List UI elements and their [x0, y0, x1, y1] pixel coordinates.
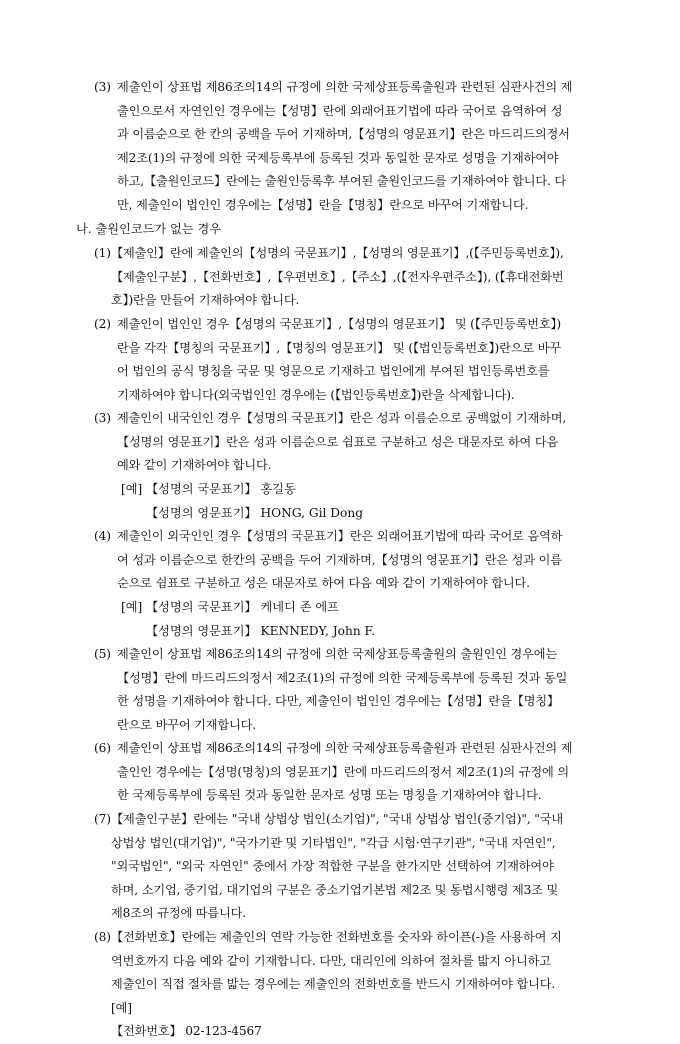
paragraph-line: 제출인이 외국인인 경우【성명의 국문표기】란은 외래어표기법에 따라 국어로 음역하: [117, 529, 563, 543]
item-number: (3): [94, 80, 111, 94]
paragraph-line: 하고,【출원인코드】란에는 출원인등록후 부여된 출원인코드를 기재하여야 합니다. 다: [117, 174, 567, 189]
paragraph-line: "외국법인", "외국 자연인" 중에서 가장 적합한 구분을 한가지만 선택하여 기재하여야: [111, 859, 554, 874]
item-number: (7): [94, 812, 111, 826]
paragraph-line: 하며, 소기업, 중기업, 대기업의 구분은 중소기업기본법 제2조 및 동법시행령 제3조 및: [111, 882, 559, 897]
paragraph-line: 란으로 바꾸어 기재합니다.: [117, 717, 257, 732]
paragraph-line: 제출인이 상표법 제86조의14의 규정에 의한 국제상표등록출원과 관련된 심판사건의 제: [117, 80, 573, 94]
paragraph-line: 제출인이 상표법 제86조의14의 규정에 의한 국제상표등록출원과 관련된 심판사건의 제: [117, 741, 573, 755]
paragraph-line: 【제출인구분】란에는 "국내 상법상 법인(소기업)", "국내 상법상 법인(중기업)", "국내: [111, 812, 563, 826]
section-heading: 나. 출원인코드가 없는 경우: [76, 222, 222, 236]
example-label: [예]: [121, 482, 143, 496]
paragraph-line: 어 법인의 공식 명칭을 국문 및 영문으로 기재하고 법인에게 부여된 법인등록번호를: [117, 364, 550, 379]
paragraph-line: 출인으로서 자연인인 경우에는【성명】란에 외래어표기법에 따라 국어로 음역하여 성: [117, 103, 563, 118]
paragraph-line: 제출인이 법인인 경우【성명의 국문표기】,【성명의 영문표기】 및 (【주민등록번호】): [117, 317, 561, 331]
example-line: 【전화번호】 02-123-4567: [111, 1024, 262, 1039]
paragraph-line: 제2조(1)의 규정에 의한 국제등록부에 등록된 것과 동일한 문자로 성명을 기재하여야: [117, 150, 559, 165]
paragraph-line: 예와 같이 기재하여야 합니다.: [117, 458, 272, 473]
item-number: (1): [94, 246, 111, 260]
item-number: (2): [94, 317, 111, 331]
paragraph-line: 여 성과 이름순으로 한칸의 공백을 두어 기재하며,【성명의 영문표기】란은 성과 이름: [117, 552, 562, 567]
paragraph-line: 제출인이 내국인인 경우【성명의 국문표기】란은 성과 이름순으로 공백없이 기재하며,: [117, 411, 567, 425]
example-line: 【성명의 국문표기】 케네디 존 에프: [146, 600, 339, 614]
paragraph-line: 제8조의 규정에 따릅니다.: [111, 906, 247, 921]
paragraph-line: 상법상 법인(대기업)", "국가기관 및 기타법인", "각급 시험·연구기관", "국내 자연인",: [111, 835, 556, 850]
paragraph-line: 과 이름순으로 한 칸의 공백을 두어 기재하며,【성명의 영문표기】란은 마드리드의정서: [117, 127, 570, 142]
paragraph-line: 제출인이 상표법 제86조의14의 규정에 의한 국제상표등록출원의 출원인인 경우에는: [117, 647, 558, 661]
item-number: (8): [94, 930, 111, 944]
example-label: [예]: [111, 1000, 132, 1015]
paragraph-line: 출인인 경우에는【성명(명칭)의 영문표기】란에 마드리드의정서 제2조(1)의 규정에 의: [117, 764, 569, 779]
item-number: (5): [94, 647, 111, 661]
example-line: 【성명의 국문표기】 홍길동: [146, 482, 296, 496]
paragraph-line: 한 국제등록부에 등록된 것과 동일한 문자로 성명 또는 명칭을 기재하여야 합니다.: [117, 788, 542, 803]
paragraph-line: 만, 제출인이 법인인 경우에는【성명】란을【명칭】란으로 바꾸어 기재합니다.: [117, 197, 529, 212]
example-line: 【성명의 영문표기】 KENNEDY, John F.: [146, 624, 375, 638]
paragraph-line: 호】)란을 만들어 기재하여야 합니다.: [111, 293, 300, 308]
paragraph-line: 한 성명을 기재하여야 합니다. 다만, 제출인이 법인인 경우에는【성명】란을【명칭】: [117, 694, 559, 709]
item-number: (6): [94, 741, 111, 755]
example-label: [예]: [121, 600, 143, 614]
paragraph-line: 란을 각각【명칭의 국문표기】,【명칭의 영문표기】 및 (【법인등록번호】)란으로 바꾸: [117, 340, 561, 355]
paragraph-line: 제출인이 직접 절차를 밟는 경우에는 제출인의 전화번호를 반드시 기재하여야 합니다.: [111, 977, 556, 992]
paragraph-line: 【성명의 영문표기】란은 성과 이름순으로 쉼표로 구분하고 성은 대문자로 하여 다음: [117, 434, 559, 449]
paragraph-line: 【전화번호】란에는 제출인의 연락 가능한 전화번호를 숫자와 하이픈(-)을 사용하여 지: [111, 930, 562, 944]
paragraph-line: 【제출인】란에 제출인의【성명의 국문표기】,【성명의 영문표기】,(【주민등록번호】),: [111, 246, 564, 260]
paragraph-line: 기재하여야 합니다(외국법인인 경우에는 (【법인등록번호】)란을 삭제합니다).: [117, 387, 515, 402]
item-number: (4): [94, 529, 111, 543]
paragraph-line: 【성명】란에 마드리드의정서 제2조(1)의 규정에 의한 국제등록부에 등록된 것과 동일: [117, 670, 568, 685]
item-number: (3): [94, 411, 111, 425]
paragraph-line: 역번호까지 다음 예와 같이 기재합니다. 다만, 대리인에 의하여 절차를 밟지 아니하고: [111, 953, 551, 968]
paragraph-line: 【제출인구분】,【전화번호】,【우편번호】,【주소】,(【전자우편주소】), (【휴대전화번: [111, 269, 564, 284]
paragraph-line: 순으로 쉼표로 구분하고 성은 대문자로 하여 다음 예와 같이 기재하여야 합니다.: [117, 576, 530, 591]
example-line: 【성명의 영문표기】 HONG, Gil Dong: [146, 506, 364, 520]
